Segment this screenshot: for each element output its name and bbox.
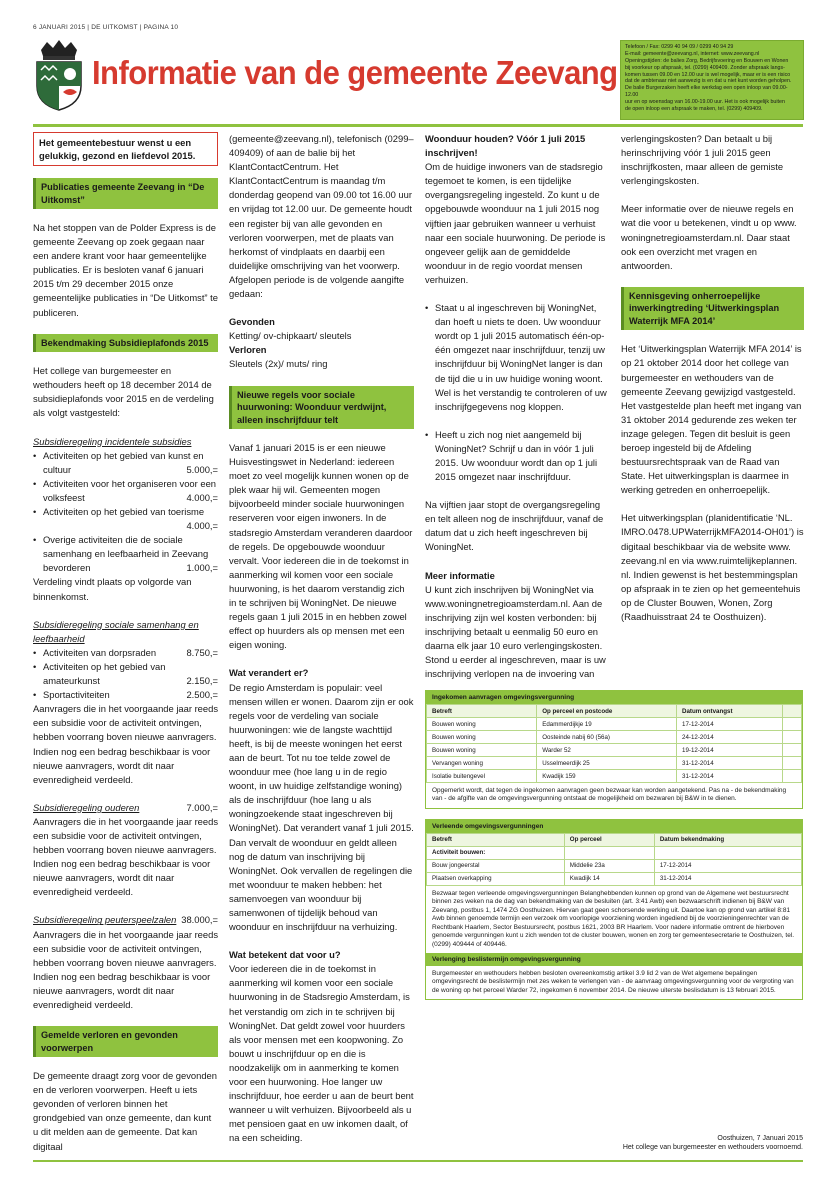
subheading: Wat betekent dat voor u? — [229, 949, 341, 961]
bullet: • — [425, 428, 429, 440]
new-year-greeting: Het gemeentebestuur wenst u een gelukkig, gezond en liefdevol 2015. — [33, 132, 218, 166]
contact-line: uur en op woensdag van 16.00-19.00 uur. Het is ook mogelijk buiten — [625, 99, 785, 105]
contact-line: De balie Burgerzaken heeft elke werkdag een open inloop van 09.00-12.00 — [625, 85, 788, 99]
section-heading-waterrijk: Kennisgeving onherroepelijke inwerkingtreding ‘Uitwerkingsplan Waterrijk MFA 2014’ — [621, 287, 804, 331]
subsidy-item-amount: 5.000,= — [186, 463, 218, 475]
table-header: Datum bekendmaking — [654, 833, 801, 846]
contact-line: komen tussen 09.00 en 12.00 uur is wel mogelijk, maar er is een risico — [625, 71, 791, 78]
paragraph: (gemeente@zeevang.nl), telefonisch (0299–409409) of aan de balie bij het KlantContactCentrum. Het KlantContactCentrum is maandag t/m donderdag geopend van 09.00 tot 16.00 uur en vrijdag tot 12.00 uur. De gemeente houdt een register bij van alle gevonden en verloren voorwerpen, met de plaats van herkomst of vindplaats en daarbij een duidelijke omschrijving van het voorwerp. Afgelopen periode is de volgende aangifte gedaan: — [229, 133, 414, 300]
subsidy-title: Subsidieregeling ouderen — [33, 801, 140, 813]
paragraph: U kunt zich inschrijven bij WoningNet via www.woningnetregioamsterdam.nl. Aan de inschrijving zijn wel kosten verbonden: bij inschrijving betaalt u eenmalig 50 euro en daarna elk jaar 10 euro verlengingskosten. Stond u eerder al ingeschreven, maar is uw inschrijving verlopen na de invoering van — [425, 583, 606, 680]
subsidy-item-amount: 4.000,= — [186, 491, 218, 503]
bullet: • — [33, 660, 37, 672]
column-2 — [229, 132, 414, 1146]
subsidy-item — [33, 505, 218, 533]
page-title: Informatie van de gemeente Zeevang — [92, 54, 618, 91]
header-divider — [33, 124, 803, 127]
section-heading-sociale-huurwoning: Nieuwe regels voor sociale huurwoning: Woonduur verdwijnt, alleen inschrijfduur telt — [229, 386, 414, 430]
subsidy-item-amount: 4.000,= — [186, 520, 218, 532]
section-heading-publicaties: Publicaties gemeente Zeevang in “De Uitkomst” — [33, 178, 218, 209]
subsidy-item-amount: 8.750,= — [186, 646, 218, 658]
paragraph: De gemeente draagt zorg voor de gevonden en de verloren voorwerpen. Heeft u iets gevonden of verloren binnen het grondgebied van onze gemeente, dan kunt u dit melden aan de gemeente. Dat kan digitaal — [33, 1070, 217, 1152]
table-row — [427, 718, 802, 731]
table-cell: Usselmeerdijk 25 — [537, 757, 677, 770]
bullet: • — [33, 506, 37, 517]
table-cell-empty — [654, 846, 801, 859]
subsidy-title: Subsidieregeling sociale samenhang en leefbaarheid — [33, 618, 199, 644]
table-header-row — [427, 705, 802, 718]
table-cell: 17-12-2014 — [677, 718, 783, 731]
incoming-applications-table — [426, 704, 802, 783]
incoming-applications-box — [425, 690, 803, 809]
paragraph: Na vijftien jaar stopt de overgangsregeling en telt alleen nog de inschrijfduur, vanaf de datum dat u zich heeft ingeschreven bij WoningNet. — [425, 499, 604, 553]
municipal-coat-of-arms-icon — [33, 40, 85, 112]
section-heading-verloren-gevonden: Gemelde verloren en gevonden voorwerpen — [33, 1026, 218, 1057]
paragraph: Aanvragers die in het voorgaande jaar reeds een subsidie voor de activiteit ontvingen, hebben voorrang boven nieuwe aanvragers. Indien nog een bedrag beschikbaar is voor nieuwe aanvragers, wordt dit naar evenredigheid verdeeld. — [33, 928, 219, 1010]
table-cell: Warder 52 — [537, 744, 677, 757]
table-cell: 19-12-2014 — [677, 744, 783, 757]
subheading: Meer informatie — [425, 569, 495, 581]
contact-line: Telefoon / Fax: 0299 40 94 09 / 0299 40 94 29 — [625, 44, 734, 50]
table-cell: 31-12-2014 — [677, 770, 783, 783]
column-1 — [33, 132, 218, 1154]
subsidy-title-row — [33, 801, 218, 815]
found-items: Ketting/ ov-chipkaart/ sleutels — [229, 330, 352, 342]
paragraph: Voor iedereen die in de toekomst in aanmerking wil komen voor een sociale huurwoning in de Stadsregio Amsterdam, is het verstandig om zich in te schrijven bij WoningNet. Dat geldt zowel voor huurders als voor mensen met een koopwoning. Zo bouwt u inschrijfduur op en die is noodzakelijk om in aanmerking te komen voor een huurwoning. Hoe langer uw inschrijfduur, hoe eerder u aan de beurt bent wanneer u wilt verhuizen. Bijvoorbeeld als u met pensioen gaat en uw inkomen daalt, of na een scheiding. — [229, 963, 414, 1144]
table-row — [427, 744, 802, 757]
table-cell: Bouwen woning — [427, 744, 537, 757]
paragraph: verlengingskosten? Dan betaalt u bij herinschrijving vóór 1 juli 2015 geen inschrijfkosten, maar alleen de gemiste verlengingskosten. — [621, 133, 784, 187]
permits-area — [425, 690, 803, 1000]
table-cell-empty — [783, 744, 802, 757]
bullet-item — [425, 428, 610, 484]
subsidy-item-label: Activiteiten op het gebied van amateurkunst — [43, 660, 166, 687]
subsidy-item-amount: 1.000,= — [186, 562, 218, 574]
table-header-empty — [783, 705, 802, 718]
contact-info-box — [620, 40, 804, 120]
table-cell-empty — [783, 757, 802, 770]
subsidy-title-row — [33, 913, 218, 927]
paragraph: Het uitwerkingsplan (planidentificatie ‘NL. IMRO.0478.UPWaterrijkMFA2014-OH01’) is digitaal beschikbaar via de website www. zeevang.nl en via www.ruimtelijkeplannen. nl. Indien gewenst is het bestemmingsplan op afspraak in te zien op het gemeentehuis op de Cluster Bouwen, Wonen, Zorg (Raadhuisstraat 24 te Oosthuizen). — [621, 512, 804, 623]
paragraph: De regio Amsterdam is populair: veel mensen willen er wonen. Daarom zijn er ook regels voor de verdeling van sociale huurwoningen: wie de langste wachttijd heeft, is bij de meeste woningen het eerst aan de beurt. Tot nu toe telde zowel de woonduur mee (hoe lang u in de regio woont, in uw huidige zelfstandige woning) als de inschrijfduur (hoe lang u als woningzoekende staat ingeschreven bij WoningNet). Dat verandert vanaf 1 juli 2015. Dan vervalt de woonduur en geldt alleen nog de datum van inschrijving bij WoningNet. Ook vervallen de regelingen die met woonduur te maken hebben: het samenvoegen van woonduur bij samenwonen of tijdelijk behoud van woonduur en inschrijfduur na verhuizing. — [229, 681, 414, 933]
table-cell: Vervangen woning — [427, 757, 537, 770]
subsidy-item — [33, 660, 218, 688]
paragraph: Meer informatie over de nieuwe regels en wat die voor u betekenen, vindt u op www. woningnetregioamsterdam.nl. Daar staat ook een overzicht met vragen en antwoorden. — [621, 203, 797, 271]
table-row — [427, 757, 802, 770]
table-row — [427, 846, 802, 859]
lost-items: Sleutels (2x)/ muts/ ring — [229, 358, 328, 370]
section-heading-subsidieplafonds: Bekendmaking Subsidieplafonds 2015 — [33, 334, 218, 353]
subsidy-item-label: Activiteiten van dorpsraden — [43, 646, 157, 658]
granted-permits-box — [425, 819, 803, 1000]
contact-line: E-mail: gemeente@zeevang.nl, internet: www.zeevang.nl — [625, 50, 760, 57]
subsidy-item-amount: 2.150,= — [186, 675, 218, 687]
bullet-item — [425, 301, 610, 414]
subheading: Wat verandert er? — [229, 667, 309, 679]
table-header: Betreft — [427, 705, 537, 718]
signature-signatory: Het college van burgemeester en wethouders voornoemd. — [622, 1144, 803, 1152]
subsidy-title: Subsidieregeling incidentele subsidies — [33, 435, 192, 447]
bullet: • — [33, 689, 37, 701]
bullet-text: Heeft u zich nog niet aangemeld bij WoningNet? Schrijf u dan in vóór 1 juli 2015. Uw woonduur wordt dan op 1 juli 2015 omgezet naar inschrijfduur. — [435, 428, 598, 483]
table-cell: 24-12-2014 — [677, 731, 783, 744]
contact-line: Openingstijden: de balies Zorg, Bedrijfsvoering en Bouwen en Wonen — [625, 57, 789, 64]
table-cell: Plaatsen overkapping — [427, 872, 565, 885]
table-row — [427, 859, 802, 872]
running-header: 6 JANUARI 2015 | DE UITKOMST | PAGINA 10 — [33, 24, 179, 31]
subsidy-amount: 38.000,= — [181, 914, 218, 926]
table-cell: Kwadijk 14 — [564, 872, 654, 885]
table-cell: 31-12-2014 — [677, 757, 783, 770]
footer-divider — [33, 1160, 803, 1162]
subsidy-item-label: Activiteiten voor het organiseren voor een volksfeest — [43, 477, 217, 503]
table-cell-empty — [783, 770, 802, 783]
signature — [623, 1134, 803, 1153]
table-cell: Bouw jongeerstal — [427, 859, 565, 872]
subsidy-amount: 7.000,= — [186, 801, 218, 813]
paragraph: Het college van burgemeester en wethouders heeft op 18 december 2014 de subsidieplafonds voor 2015 en de verdeling als volgt vastgesteld: — [33, 365, 214, 419]
signature-place-date: Oosthuizen, 7 Januari 2015 — [717, 1135, 803, 1142]
column-3 — [425, 132, 610, 681]
paragraph: Het ‘Uitwerkingsplan Waterrijk MFA 2014’ is op 21 oktober 2014 door het college van burgemeester en wethouders van de gemeente Zeevang gewijzigd vastgesteld. Het vastgestelde plan heeft met ingang van 31 oktober 2014 gedurende zes weken ter inzage gelegen. Tegen dit besluit is geen beroep ingesteld bij de Afdeling bestuursrechtspraak van de Raad van State. Het uitwerkingsplan is daarmee in werking getreden en onherroepelijk. — [621, 343, 802, 496]
granted-permits-table — [426, 833, 802, 886]
table-cell: Middelie 23a — [564, 859, 654, 872]
paragraph: Vanaf 1 januari 2015 is er een nieuwe Huisvestingswet in Nederland: iedereen moet zo veel mogelijk kunnen wonen op de plek waar hij wil. Gemeenten mogen bijvoorbeeld minder sociale huurwoningen reserveren voor eigen inwoners. In de stadsregio Amsterdam veranderen daardoor de regels. De opgebouwde woonduur vervalt. Voor iedereen die in de toekomst in aanmerking wil komen voor een sociale huurwoning, is het daarom verstandig zich in te schrijven bij WoningNet. De nieuwe regels gaan 1 juli 2015 in en hebben zowel effect op huurders als op mensen met een eigen woning. — [229, 442, 413, 651]
subsidy-item-amount: 2.500,= — [186, 689, 218, 701]
table-subheader: Activiteit bouwen: — [427, 846, 565, 859]
subsidy-item-label: Overige activiteiten die de sociale samenhang en leefbaarheid in Zeevang bevorderen — [43, 534, 209, 574]
table-cell: Bouwen woning — [427, 718, 537, 731]
table-cell: Edammerdijkje 19 — [537, 718, 677, 731]
bullet: • — [33, 646, 37, 658]
paragraph: Aanvragers die in het voorgaande jaar reeds een subsidie voor de activiteit ontvingen, hebben voorrang boven nieuwe aanvragers. Indien nog een bedrag beschikbaar is voor nieuwe aanvragers, wordt dit naar evenredigheid verdeeld. — [33, 815, 219, 898]
table-cell-empty — [564, 846, 654, 859]
table-note: Bezwaar tegen verleende omgevingsvergunningen Belanghebbenden kunnen op grond van de Algemene wet bestuursrecht binnen zes weken na de dag van bekendmaking van de besluiten (art. 3:41 Awb) een bezwaarschrift indienen bij B&W van Zeevang, postbus 1, 1474 ZG Oosthuizen. Hiervan gaat geen schorsende werking uit. Daartoe kan op grond van artikel 8:81 Awb binnen genoemde termijn een verzoek om voorlopige voorziening worden ingediend bij de voorzieningenrechter van de Rechtbank Haarlem, Sector Bestuursrecht, postbus 1621, 2003 BR Haarlem. Voor nadere informatie omtrent de hierboven genoemde vergunningen kunt u zich wenden tot de cluster bouwen, wonen en zorg ter gemeentesecretarie te Oosthuizen, tel. (0299) 409444 of 409446. — [432, 889, 795, 948]
column-4 — [621, 132, 804, 624]
bullet: • — [33, 534, 37, 546]
subsidy-item-label: Activiteiten op het gebied van toerisme — [43, 506, 205, 517]
table-cell: Oosteinde nabij 60 (56a) — [537, 731, 677, 744]
subheading: Woonduur houden? Vóór 1 juli 2015 inschrijven! — [425, 133, 586, 159]
subsidy-item-label: Sportactiviteiten — [43, 689, 110, 701]
table-cell: Isolatie buitengevel — [427, 770, 537, 783]
table-header: Op perceel — [564, 833, 654, 846]
table-title: Verleende omgevingsvergunningen — [426, 820, 802, 833]
bullet: • — [33, 449, 37, 461]
table-cell: Bouwen woning — [427, 731, 537, 744]
table-cell-empty — [783, 731, 802, 744]
table-header: Betreft — [427, 833, 565, 846]
bullet: • — [425, 302, 429, 314]
table-header: Datum ontvangst — [677, 705, 783, 718]
subsidy-item — [33, 533, 218, 575]
contact-line: bij voorkeur op afspraak, tel. (0299) 409409. Zonder afspraak langs- — [625, 64, 785, 71]
subsidy-item-label: Activiteiten op het gebied van kunst en cultuur — [43, 449, 204, 475]
subsidy-item — [33, 477, 218, 505]
paragraph: Aanvragers die in het voorgaande jaar reeds een subsidie voor de activiteit ontvingen, hebben voorrang boven nieuwe aanvragers. Indien nog een bedrag beschikbaar is voor nieuwe aanvragers, wordt dit naar evenredigheid verdeeld. — [33, 703, 219, 785]
table-note: Opgemerkt wordt, dat tegen de ingekomen aanvragen geen bezwaar kan worden aangetekend. Pas na - de bekendmaking van - de afgifte van de omgevingsvergunning ontstaat de mogelijkheid om bezwaren bij B&W in te dienen. — [432, 787, 787, 803]
table-title: Verlenging beslistermijn omgevingsvergunning — [426, 953, 802, 966]
lost-label: Verloren — [229, 344, 267, 356]
table-row — [427, 770, 802, 783]
table-cell-empty — [783, 718, 802, 731]
bullet: • — [33, 477, 37, 489]
table-title: Ingekomen aanvragen omgevingsvergunning — [426, 691, 802, 704]
paragraph: Om de huidige inwoners van de stadsregio tegemoet te komen, is een tijdelijke overgangsregeling ingesteld. Zo kunt u de opgebouwde woonduur na 1 juli 2015 nog vijftien jaar gebruiken wanneer u verhuist naar een sociale huurwoning. De periode is ongeveer gelijk aan de gemiddelde woonduur in de regio voordat mensen verhuizen. — [425, 161, 606, 285]
table-header-row — [427, 833, 802, 846]
paragraph: Na het stoppen van de Polder Express is de gemeente Zeevang op zoek gegaan naar een andere krant voor haar gemeentelijke publicaties. Er is besloten vanaf 6 januari 2015 t/m 29 december 2015 onze gemeentelijke publicaties in “De Uitkomst” te publiceren. — [33, 222, 218, 318]
contact-line: dat de ambtenaar niet aanwezig is en dat u niet kunt worden geholpen. — [625, 78, 792, 85]
table-note: Burgemeester en wethouders hebben besloten overeenkomstig artikel 3.9 lid 2 van de Wet algemene bepalingen omgevingsrecht de beslistermijn met zes weken te verlengen van - de aanvraag omgevingsvergunning voor de vergroting van de woning op het perceel Warder 72, ingekomen 6 november 2014. De nieuwe uiterste beslisdatum is 13 februari 2015. — [432, 969, 794, 994]
contact-line: de open inloop een afspraak te maken, tel. (0299) 409409. — [625, 105, 763, 112]
subsidy-item — [33, 688, 218, 702]
paragraph: Verdeling vindt plaats op volgorde van binnenkomst. — [33, 576, 192, 602]
table-cell: 17-12-2014 — [654, 859, 801, 872]
table-row — [427, 731, 802, 744]
table-cell: Kwadijk 159 — [537, 770, 677, 783]
subsidy-item — [33, 449, 218, 477]
found-label: Gevonden — [229, 316, 275, 328]
table-header: Op perceel en postcode — [537, 705, 677, 718]
subsidy-item — [33, 646, 218, 660]
subsidy-title: Subsidieregeling peuterspeelzalen — [33, 914, 177, 926]
table-cell: 31-12-2014 — [654, 872, 801, 885]
table-row — [427, 872, 802, 885]
bullet-text: Staat u al ingeschreven bij WoningNet, dan hoeft u niets te doen. Uw woonduur wordt op 1 juli 2015 automatisch één-op-één omgezet naar inschrijfduur, tenzij uw inschrijfduur bij WoningNet langer is dan de tijd die u in uw huidige woning woont. Wel is het verstandig te controleren of uw inschrijfgegevens nog kloppen. — [435, 302, 607, 412]
